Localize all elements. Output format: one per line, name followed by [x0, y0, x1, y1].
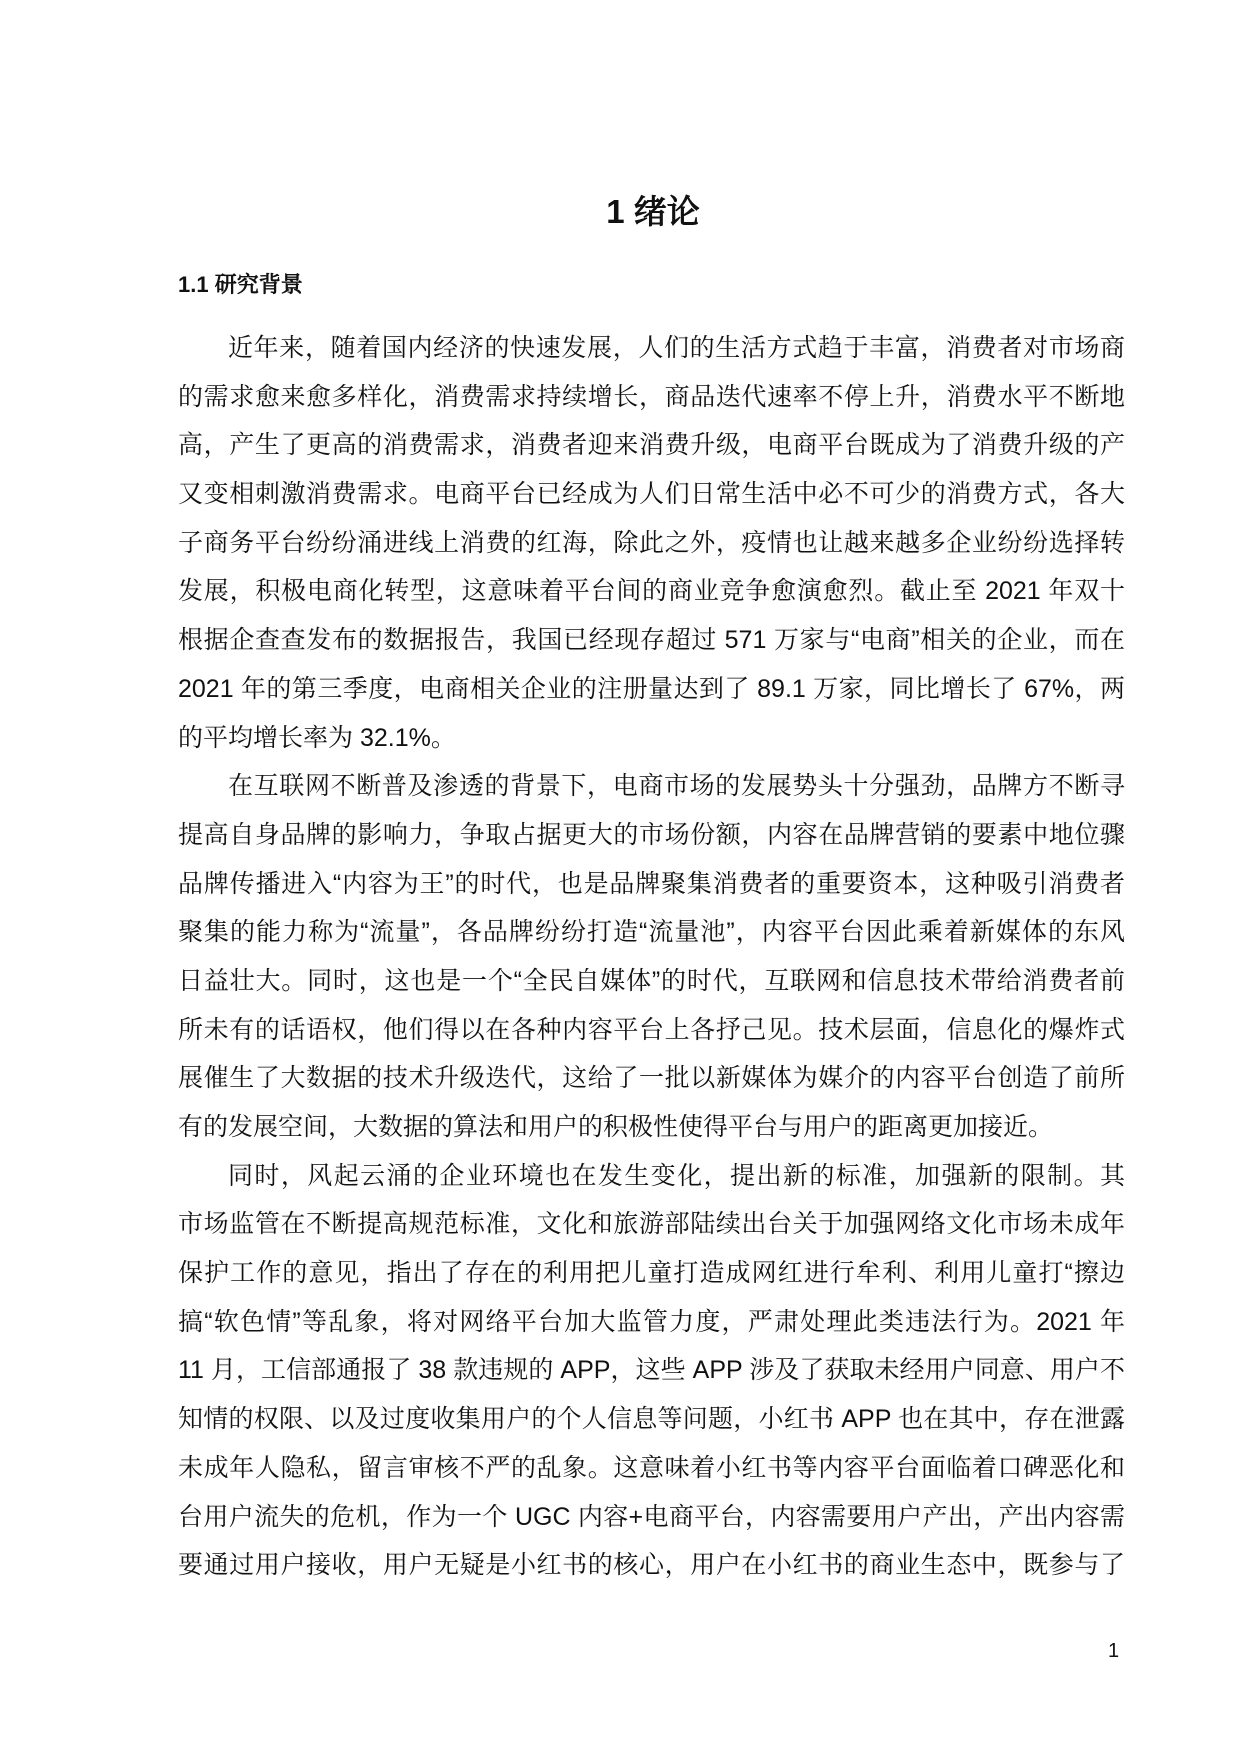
text-line: 根据企查查发布的数据报告，我国已经现存超过 571 万家与“电商”相关的企业，而在 — [178, 626, 1125, 655]
paragraph — [178, 324, 1125, 762]
page-number: 1 — [1108, 1640, 1120, 1662]
text-line: 发展，积极电商化转型，这意味着平台间的商业竞争愈演愈烈。截止至 2021 年双十 — [178, 577, 1125, 606]
text-line: 11 月，工信部通报了 38 款违规的 APP，这些 APP 涉及了获取未经用户同意、用户不 — [178, 1356, 1125, 1385]
text-line: 2021 年的第三季度，电商相关企业的注册量达到了 89.1 万家，同比增长了 67%，两 — [178, 674, 1125, 703]
text-line: 品牌传播进入“内容为王”的时代，也是品牌聚集消费者的重要资本，这种吸引消费者 — [178, 869, 1125, 898]
text-line: 市场监管在不断提高规范标准，文化和旅游部陆续出台关于加强网络文化市场未成年 — [178, 1210, 1125, 1239]
text-line: 又变相刺激消费需求。电商平台已经成为人们日常生活中必不可少的消费方式，各大 — [178, 480, 1125, 509]
text-line: 近年来，随着国内经济的快速发展，人们的生活方式趋于丰富，消费者对市场商 — [228, 334, 1125, 362]
text-line: 高，产生了更高的消费需求，消费者迎来消费升级，电商平台既成为了消费升级的产 — [178, 431, 1125, 460]
text-line: 子商务平台纷纷涌进线上消费的红海，除此之外，疫情也让越来越多企业纷纷选择转 — [178, 528, 1125, 557]
text-line: 的需求愈来愈多样化，消费需求持续增长，商品迭代速率不停上升，消费水平不断地 — [178, 382, 1125, 411]
section-heading: 1.1 研究背景 — [178, 272, 303, 297]
text-line: 提高自身品牌的影响力，争取占据更大的市场份额，内容在品牌营销的要素中地位骤 — [178, 820, 1125, 849]
text-line: 知情的权限、以及过度收集用户的个人信息等问题，小红书 APP 也在其中，存在泄露 — [178, 1405, 1125, 1434]
text-line: 要通过用户接收，用户无疑是小红书的核心，用户在小红书的商业生态中，既参与了 — [178, 1551, 1125, 1580]
text-line: 未成年人隐私，留言审核不严的乱象。这意味着小红书等内容平台面临着口碑恶化和 — [178, 1453, 1125, 1482]
text-line: 的平均增长率为 32.1%。 — [178, 723, 456, 752]
text-line: 日益壮大。同时，这也是一个“全民自媒体”的时代，互联网和信息技术带给消费者前 — [178, 966, 1125, 995]
text-line: 所未有的话语权，他们得以在各种内容平台上各抒己见。技术层面，信息化的爆炸式 — [178, 1015, 1125, 1044]
text-line: 保护工作的意见，指出了存在的利用把儿童打造成网红进行牟利、利用儿童打“擦边 — [178, 1259, 1125, 1288]
paragraph — [178, 1152, 1125, 1590]
text-line: 在互联网不断普及渗透的背景下，电商市场的发展势头十分强劲，品牌方不断寻 — [228, 772, 1125, 801]
text-line: 台用户流失的危机，作为一个 UGC 内容+电商平台，内容需要用户产出，产出内容需 — [178, 1502, 1125, 1531]
text-line: 有的发展空间，大数据的算法和用户的积极性使得平台与用户的距离更加接近。 — [178, 1113, 1054, 1141]
chapter-title: 1 绪论 — [606, 193, 700, 230]
text-line: 聚集的能力称为“流量”，各品牌纷纷打造“流量池”，内容平台因此乘着新媒体的东风 — [178, 918, 1125, 947]
body-text — [178, 324, 1125, 1590]
paragraph — [178, 762, 1125, 1152]
text-line: 搞“软色情”等乱象，将对网络平台加大监管力度，严肃处理此类违法行为。2021 年 — [178, 1307, 1125, 1336]
text-line: 同时，风起云涌的企业环境也在发生变化，提出新的标准，加强新的限制。其 — [228, 1161, 1125, 1190]
text-line: 展催生了大数据的技术升级迭代，这给了一批以新媒体为媒介的内容平台创造了前所 — [178, 1064, 1125, 1093]
